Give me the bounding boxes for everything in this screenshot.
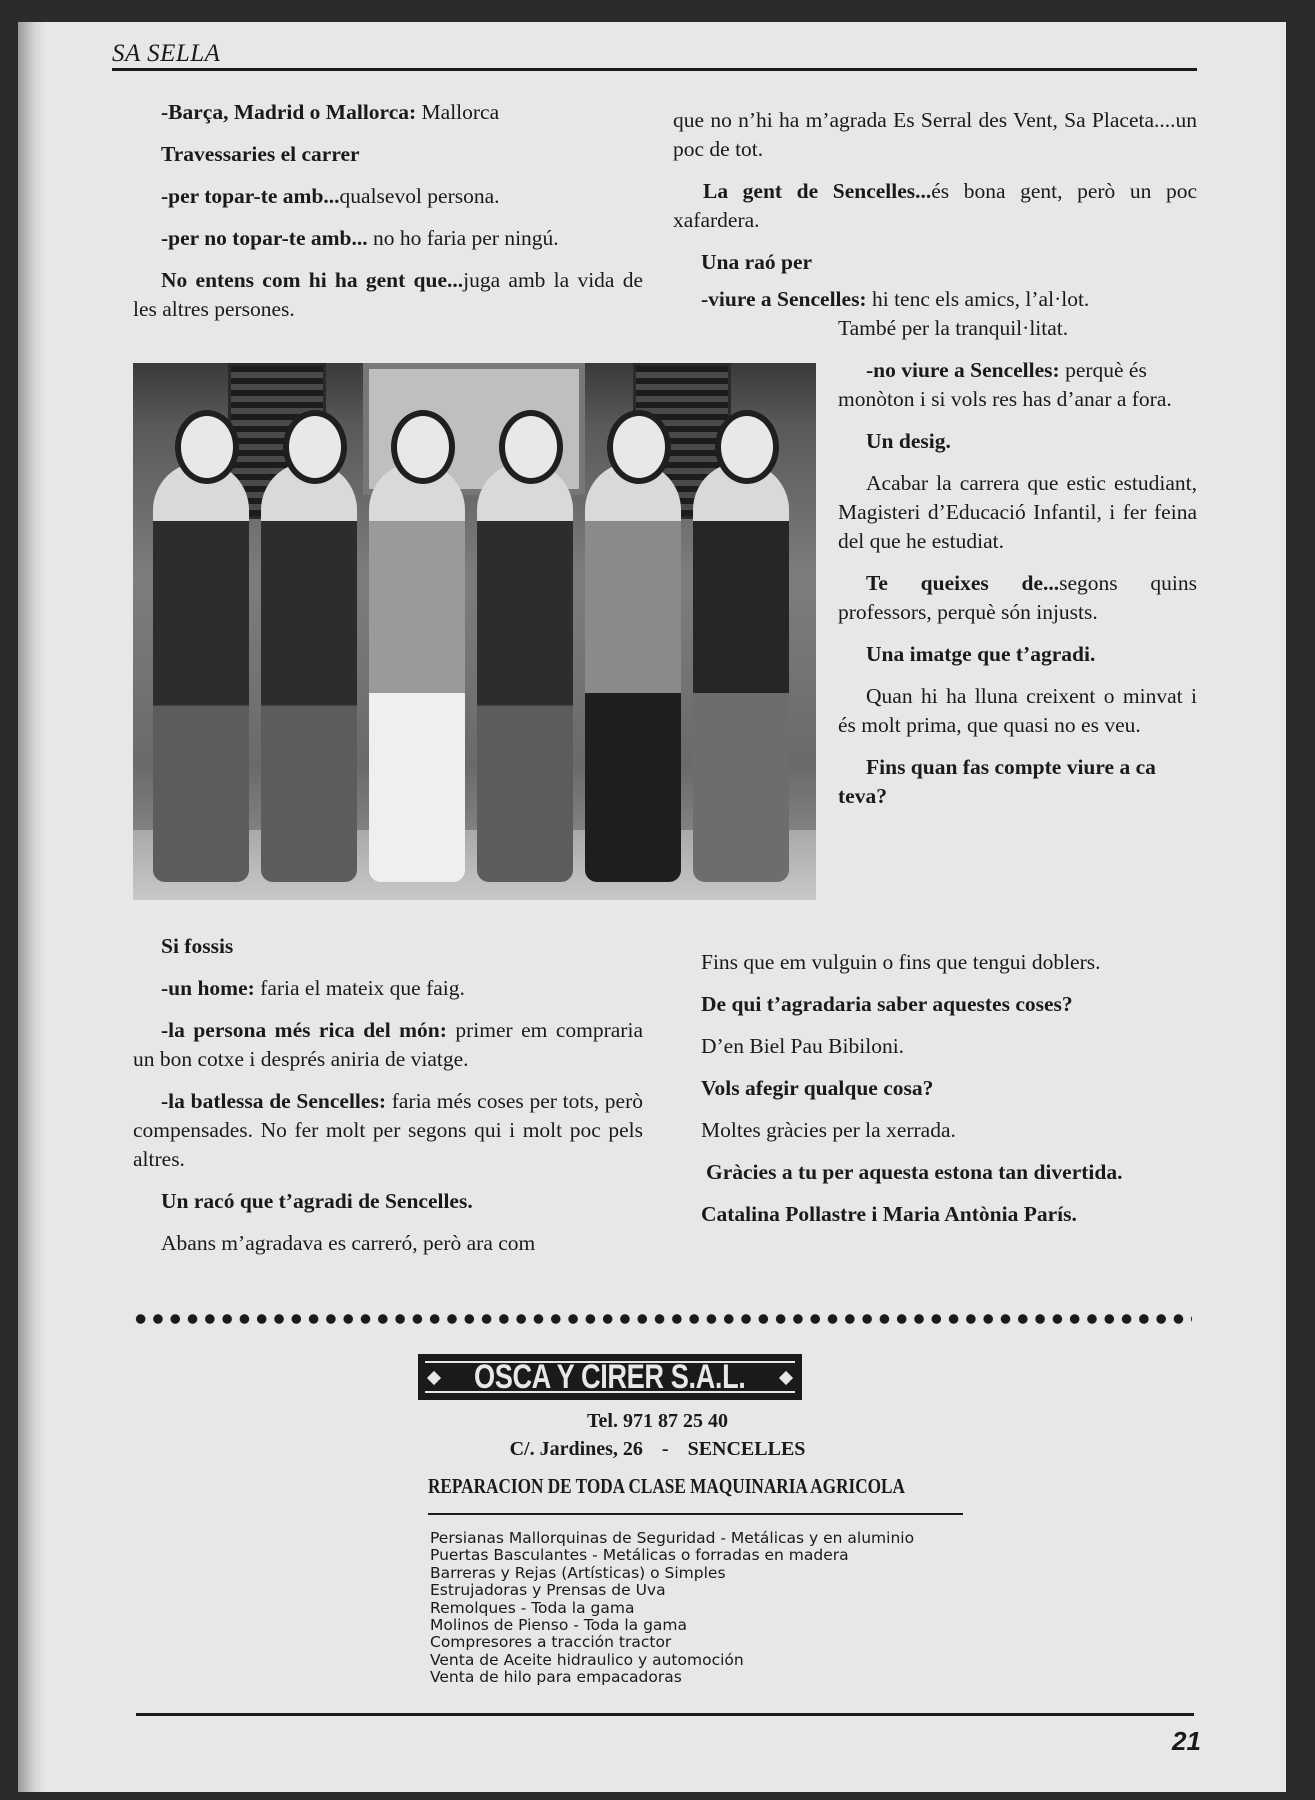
- dotted-separator: [132, 1312, 1192, 1326]
- paragraph: -viure a Sencelles: hi tenc els amics, l’al·lot.: [701, 287, 1090, 311]
- paragraph: De qui t’agradaria saber aquestes coses?: [701, 992, 1073, 1016]
- magazine-title: SA SELLA: [112, 40, 221, 67]
- list-item: Compresores a tracción tractor: [430, 1633, 672, 1652]
- right-column-top: [673, 106, 1197, 824]
- footer-rule: [136, 1713, 1194, 1716]
- paragraph: Un desig.: [866, 429, 951, 453]
- ad-address-separator: -: [661, 1438, 669, 1460]
- paragraph: Acabar la carrera que estic estudiant, Magisteri d’Educació Infantil, i fer feina del que he estudiat.: [838, 471, 1197, 553]
- ad-street: C/. Jardines, 26: [509, 1438, 643, 1460]
- ad-phone: Tel. 971 87 25 40: [587, 1410, 728, 1432]
- paragraph: Gràcies a tu per aquesta estona tan divertida.: [706, 1160, 1123, 1184]
- paragraph: -no viure a Sencelles: perquè és monòton i si vols res has d’anar a fora.: [838, 358, 1172, 411]
- paragraph: Si fossis: [161, 934, 234, 958]
- paragraph: -per topar-te amb...qualsevol persona.: [161, 184, 500, 208]
- signature-authors: Catalina Pollastre i Maria Antònia París.: [701, 1202, 1077, 1226]
- paragraph: Travessaries el carrer: [161, 142, 360, 166]
- page-spine-shadow: [18, 22, 46, 1792]
- header-rule: [112, 68, 1197, 71]
- paragraph: -Barça, Madrid o Mallorca: Mallorca: [161, 100, 500, 124]
- right-column-bottom: [673, 948, 1197, 1242]
- person: [153, 462, 249, 882]
- person: [261, 462, 357, 882]
- paragraph: -la batlessa de Sencelles: faria més coses per tots, però compensades. No fer molt per segons qui i molt poc pels altres.: [133, 1089, 643, 1171]
- list-item: Estrujadoras y Prensas de Uva: [430, 1581, 666, 1600]
- paragraph: -per no topar-te amb... no ho faria per ningú.: [161, 226, 559, 250]
- ad-town: SENCELLES: [687, 1438, 806, 1460]
- paragraph: Una imatge que t’agradi.: [866, 642, 1096, 666]
- list-item: Venta de hilo para empacadoras: [430, 1668, 682, 1687]
- list-item: Molinos de Pienso - Toda la gama: [430, 1616, 688, 1635]
- page-number: 21: [1172, 1726, 1201, 1756]
- ad-headline: REPARACION DE TODA CLASE MAQUINARIA AGRICOLA: [428, 1474, 905, 1498]
- paragraph: Fins quan fas compte viure a ca teva?: [838, 755, 1156, 808]
- paragraph: La gent de Sencelles...és bona gent, però un poc xafardera.: [673, 179, 1197, 232]
- paragraph: Un racó que t’agradi de Sencelles.: [161, 1189, 473, 1213]
- company-name: OSCA Y CIRER S.A.L.: [474, 1358, 746, 1396]
- person: [477, 462, 573, 882]
- paragraph: Quan hi ha lluna creixent o minvat i és molt prima, que quasi no es veu.: [838, 684, 1197, 737]
- left-column-top: [133, 98, 643, 337]
- ad-services-list: [430, 1530, 914, 1687]
- wrapped-block: [673, 356, 1197, 811]
- paragraph: -la persona més rica del món: primer em compraria un bon cotxe i després aniria de viatge.: [133, 1018, 643, 1071]
- left-column-bottom: [133, 932, 643, 1271]
- paragraph: -un home: faria el mateix que faig.: [161, 976, 465, 1000]
- paragraph: Moltes gràcies per la xerrada.: [701, 1118, 956, 1142]
- list-item: Puertas Basculantes - Metálicas o forradas en madera: [430, 1546, 849, 1565]
- paragraph: que no n’hi ha m’agrada Es Serral des Vent, Sa Placeta....un poc de tot.: [673, 108, 1197, 161]
- list-item: Venta de Aceite hidraulico y automoción: [430, 1650, 744, 1669]
- paragraph: També per la tranquil·litat.: [838, 316, 1069, 340]
- person: [369, 462, 465, 882]
- paragraph: Abans m’agradava es carreró, però ara com: [161, 1231, 536, 1255]
- ad-address: [0, 1438, 1315, 1461]
- person: [585, 462, 681, 882]
- company-logo: [418, 1354, 802, 1400]
- list-item: Remolques - Toda la gama: [430, 1598, 635, 1617]
- list-item: Barreras y Rejas (Artísticas) o Simples: [430, 1563, 726, 1582]
- paragraph: No entens com hi ha gent que...juga amb la vida de les altres persones.: [133, 268, 643, 321]
- list-item: Persianas Mallorquinas de Seguridad - Metálicas y en aluminio: [430, 1529, 915, 1547]
- ad-rule: [428, 1513, 963, 1515]
- paragraph: Te queixes de...segons quins professors, perquè són injusts.: [838, 571, 1197, 624]
- paragraph: Vols afegir qualque cosa?: [701, 1076, 934, 1100]
- paragraph: Una raó per: [701, 250, 813, 274]
- paragraph: Fins que em vulguin o fins que tengui doblers.: [701, 950, 1101, 974]
- paragraph: D’en Biel Pau Bibiloni.: [701, 1034, 905, 1058]
